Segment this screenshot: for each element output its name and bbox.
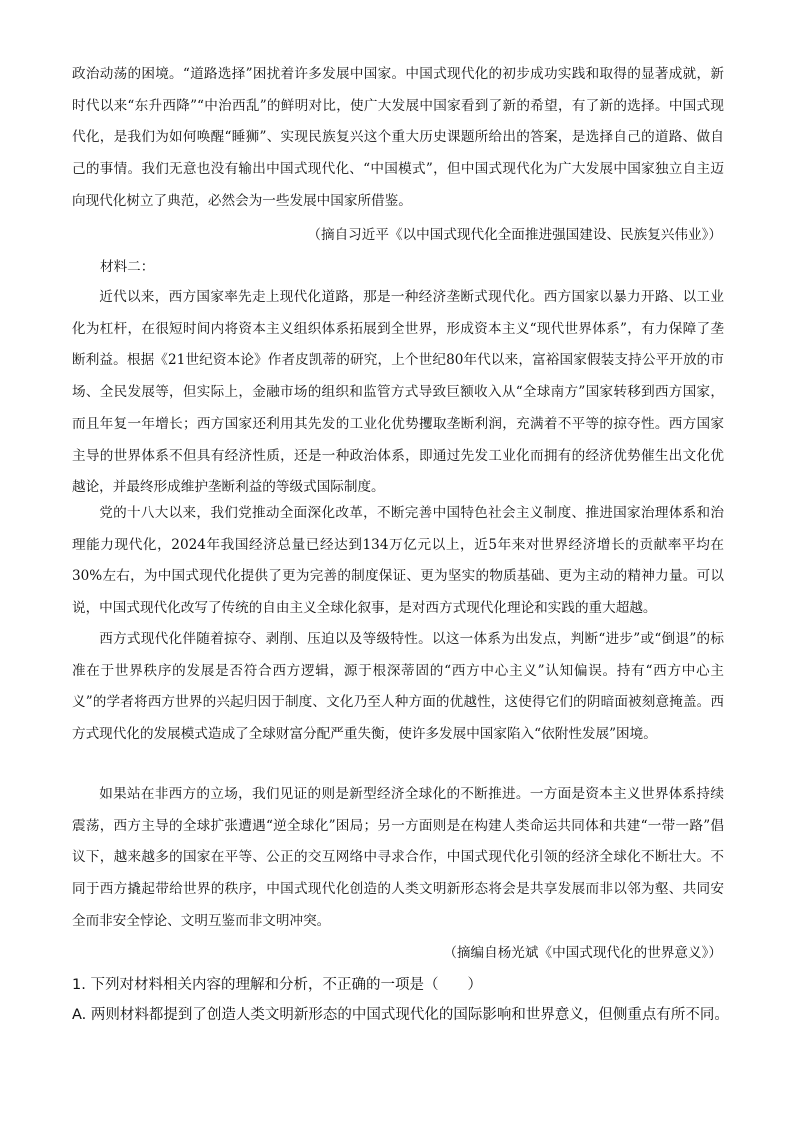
question-option-a: A. 两则材料都提到了创造人类文明新形态的中国式现代化的国际影响和世界意义，但侧重点有所不同。 [72, 1007, 729, 1023]
material2-paragraph-4: 如果站在非西方的立场，我们见证的则是新型经济全球化的不断推进。一方面是资本主义世界体系持续震荡，西方主导的全球扩张遭遇“逆全球化”困局；另一方面则是在构建人类命运共同体和共建“一带一路”倡议下，越来越多的国家在平等、公正的交互网络中寻求合作，中国式现代化引领的经济全球化不断壮大。不同于西方撬起带给世界的秩序，中国式现代化创造的人类文明新形态将会是共享发展而非以邻为壑、共同安全而非安全悖论、文明互鉴而非文明冲突。 [72, 786, 724, 929]
material1-paragraph: 政治动荡的困境。“道路选择”困扰着许多发展中国家。中国式现代化的初步成功实践和取得的显著成就，新时代以来“东升西降”“中治西乱”的鲜明对比，使广大发展中国家看到了新的希望，有了新的选择。中国式现代化，是我们为如何唤醒“睡狮”、实现民族复兴这个重大历史课题所给出的答案，是选择自己的道路、做自己的事情。我们无意也没有输出中国式现代化、“中国模式”，但中国式现代化为广大发展中国家独立自主迈向现代化树立了典范，必然会为一些发展中国家所借鉴。 [72, 66, 724, 209]
material1-source: （摘自习近平《以中国式现代化全面推进强国建设、民族复兴伟业》） [307, 227, 722, 243]
material2-paragraph-3: 西方式现代化伴随着掠夺、剥削、压迫以及等级特性。以这一体系为出发点，判断“进步”或“倒退”的标准在于世界秩序的发展是否符合西方逻辑，源于根深蒂固的“西方中心主义”认知偏误。持有“西方中心主义”的学者将西方世界的兴起归因于制度、文化乃至人种方面的优越性，这使得它们的阴暗面被刻意掩盖。西方式现代化的发展模式造成了全球财富分配严重失衡，使许多发展中国家陷入“依附性发展”困境。 [72, 631, 724, 743]
question-stem: 1. 下列对材料相关内容的理解和分析，不正确的一项是（ ） [72, 977, 482, 993]
material2-source: （摘编自杨光斌《中国式现代化的世界意义》） [443, 945, 722, 961]
material2-paragraph-1: 近代以来，西方国家率先走上现代化道路，那是一种经济垄断式现代化。西方国家以暴力开路、以工业化为杠杆，在很短时间内将资本主义组织体系拓展到全世界，形成资本主义“现代世界体系”，有力保障了垄断利益。根据《21世纪资本论》作者皮凯蒂的研究，上个世纪80年代以来，富裕国家假装支持公平开放的市场、全民发展等，但实际上，金融市场的组织和监管方式导致巨额收入从“全球南方”国家转移到西方国家，而且年复一年增长；西方国家还利用其先发的工业化优势攫取垄断利润，充满着不平等的掠夺性。西方国家主导的世界体系不但具有经济性质，还是一种政治体系，即通过先发工业化而拥有的经济优势催生出文化优越论，并最终形成维护垄断利益的等级式国际制度。 [72, 289, 724, 496]
material2-label: 材料二： [100, 259, 155, 275]
material2-paragraph-2: 党的十八大以来，我们党推动全面深化改革，不断完善中国特色社会主义制度、推进国家治理体系和治理能力现代化，2024年我国经济总量已经达到134万亿元以上，近5年来对世界经济增长的贡献率平均在30%左右，为中国式现代化提供了更为完善的制度保证、更为坚实的物质基础、更为主动的精神力量。可以说，中国式现代化改写了传统的自由主义全球化叙事，是对西方式现代化理论和实践的重大超越。 [72, 505, 724, 617]
